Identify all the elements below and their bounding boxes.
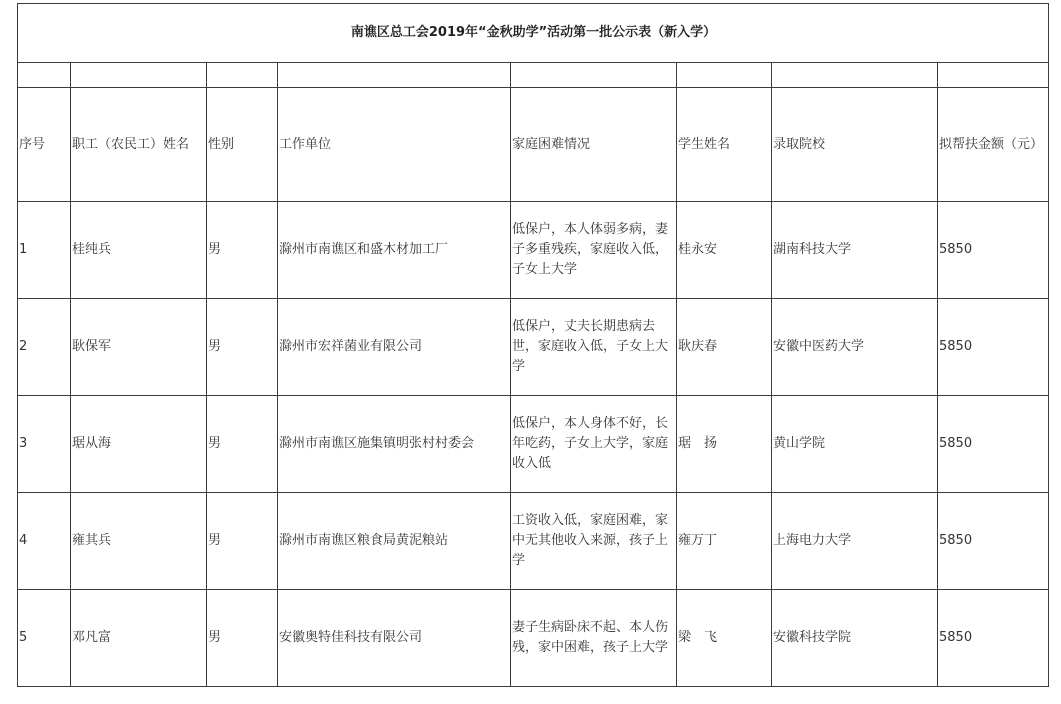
header-row [18, 88, 1049, 202]
header-amount: 拟帮扶金额（元） [938, 88, 1049, 202]
cell-amount: 5850 [938, 202, 1049, 299]
header-worker-name: 职工（农民工）姓名 [71, 88, 207, 202]
cell-employer: 滁州市南谯区和盛木材加工厂 [278, 202, 511, 299]
blank-row [18, 63, 1049, 88]
table-title: 南谯区总工会2019年“金秋助学”活动第一批公示表（新入学） [18, 4, 1049, 63]
cell-worker-name: 雍其兵 [71, 493, 207, 590]
cell-college: 安徽科技学院 [772, 590, 938, 687]
blank-cell [677, 63, 772, 88]
cell-student-name: 琚 扬 [677, 396, 772, 493]
cell-gender: 男 [207, 493, 278, 590]
cell-employer: 滁州市南谯区粮食局黄泥粮站 [278, 493, 511, 590]
table-row [18, 202, 1049, 299]
cell-college: 上海电力大学 [772, 493, 938, 590]
cell-college: 黄山学院 [772, 396, 938, 493]
cell-serial: 4 [18, 493, 71, 590]
header-student-name: 学生姓名 [677, 88, 772, 202]
header-employer: 工作单位 [278, 88, 511, 202]
blank-cell [772, 63, 938, 88]
cell-student-name: 梁 飞 [677, 590, 772, 687]
header-gender: 性别 [207, 88, 278, 202]
cell-worker-name: 琚从海 [71, 396, 207, 493]
cell-worker-name: 桂纯兵 [71, 202, 207, 299]
cell-worker-name: 耿保军 [71, 299, 207, 396]
cell-gender: 男 [207, 590, 278, 687]
cell-hardship: 妻子生病卧床不起、本人伤残，家中困难，孩子上大学 [511, 590, 677, 687]
cell-student-name: 桂永安 [677, 202, 772, 299]
blank-cell [278, 63, 511, 88]
table-row [18, 396, 1049, 493]
cell-gender: 男 [207, 202, 278, 299]
cell-employer: 安徽奥特佳科技有限公司 [278, 590, 511, 687]
cell-amount: 5850 [938, 396, 1049, 493]
cell-amount: 5850 [938, 493, 1049, 590]
cell-worker-name: 邓凡富 [71, 590, 207, 687]
cell-college: 湖南科技大学 [772, 202, 938, 299]
blank-cell [18, 63, 71, 88]
blank-cell [938, 63, 1049, 88]
cell-serial: 1 [18, 202, 71, 299]
cell-employer: 滁州市宏祥菌业有限公司 [278, 299, 511, 396]
cell-amount: 5850 [938, 299, 1049, 396]
cell-amount: 5850 [938, 590, 1049, 687]
cell-gender: 男 [207, 396, 278, 493]
header-college: 录取院校 [772, 88, 938, 202]
cell-serial: 3 [18, 396, 71, 493]
header-hardship: 家庭困难情况 [511, 88, 677, 202]
cell-gender: 男 [207, 299, 278, 396]
table-row [18, 299, 1049, 396]
header-serial: 序号 [18, 88, 71, 202]
blank-cell [511, 63, 677, 88]
cell-serial: 2 [18, 299, 71, 396]
cell-hardship: 低保户，本人身体不好，长年吃药，子女上大学，家庭收入低 [511, 396, 677, 493]
cell-employer: 滁州市南谯区施集镇明张村村委会 [278, 396, 511, 493]
cell-serial: 5 [18, 590, 71, 687]
title-row [18, 4, 1049, 63]
cell-hardship: 低保户，本人体弱多病，妻子多重残疾，家庭收入低，子女上大学 [511, 202, 677, 299]
cell-hardship: 工资收入低，家庭困难，家中无其他收入来源，孩子上学 [511, 493, 677, 590]
table-row [18, 493, 1049, 590]
table-row [18, 590, 1049, 687]
blank-cell [71, 63, 207, 88]
cell-college: 安徽中医药大学 [772, 299, 938, 396]
blank-cell [207, 63, 278, 88]
aid-recipient-table [17, 3, 1049, 687]
cell-student-name: 雍万丁 [677, 493, 772, 590]
cell-student-name: 耿庆春 [677, 299, 772, 396]
cell-hardship: 低保户，丈夫长期患病去世，家庭收入低，子女上大学 [511, 299, 677, 396]
